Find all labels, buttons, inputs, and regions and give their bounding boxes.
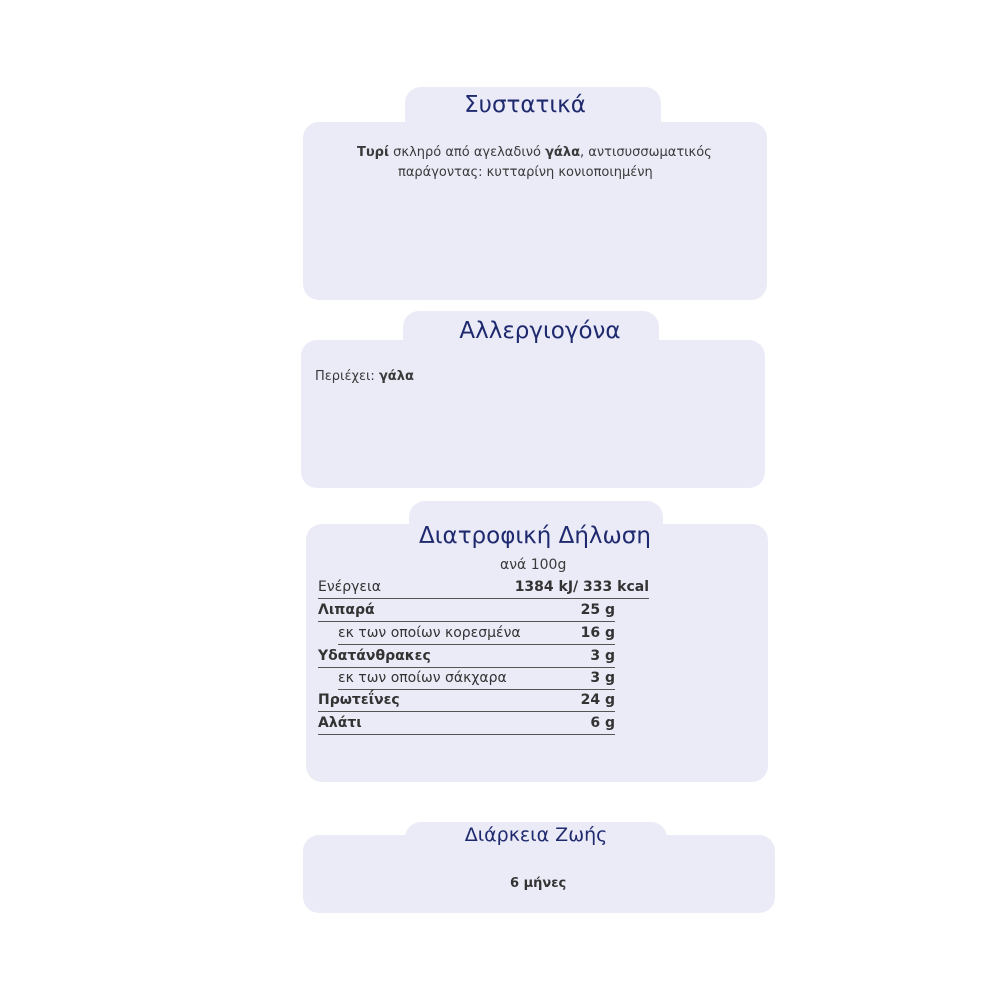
nutrition-label: Πρωτεΐνες (318, 692, 400, 708)
ingredient-desc: σκληρό από αγελαδινό (389, 145, 546, 160)
allergen-milk: γάλα (378, 369, 414, 384)
row-underline (318, 711, 615, 712)
nutrition-label: εκ των οποίων σάκχαρα (338, 670, 507, 686)
nutrition-label: Λιπαρά (318, 602, 375, 618)
row-underline (318, 667, 615, 668)
nutrition-value: 24 g (580, 692, 615, 708)
ingredient-cheese: Τυρί (357, 145, 390, 160)
allergens-title: Αλλεργιογόνα (459, 318, 621, 344)
nutrition-label: Υδατάνθρακες (318, 648, 431, 664)
row-underline (318, 598, 649, 599)
allergens-text (315, 369, 414, 384)
shelf-life-title: Διάρκεια Ζωής (464, 824, 608, 846)
allergens-panel (301, 340, 765, 488)
row-underline (318, 621, 615, 622)
ingredient-additive: , αντισυσσωματικός (580, 145, 712, 160)
allergens-prefix: Περιέχει: (315, 369, 379, 384)
nutrition-value: 6 g (590, 715, 615, 731)
nutrition-row-salt (318, 715, 615, 733)
row-underline (338, 689, 615, 690)
nutrition-row-energy (318, 579, 649, 597)
nutrition-row-protein (318, 692, 615, 710)
row-underline (338, 644, 615, 645)
row-underline (318, 734, 615, 735)
ingredients-title: Συστατικά (464, 92, 586, 118)
ingredients-line-2: παράγοντας: κυτταρίνη κονιοποιημένη (398, 165, 653, 180)
nutrition-value: 16 g (580, 625, 615, 641)
nutrition-label: Αλάτι (318, 715, 362, 731)
nutrition-value: 3 g (590, 648, 615, 664)
nutrition-value: 1384 kJ/ 333 kcal (514, 579, 649, 595)
nutrition-per: ανά 100g (500, 557, 567, 573)
nutrition-row-sugars (318, 670, 615, 688)
nutrition-label: Ενέργεια (318, 579, 381, 595)
ingredients-line-1 (357, 145, 712, 160)
shelf-life-panel (303, 835, 775, 913)
nutrition-value: 25 g (580, 602, 615, 618)
nutrition-row-saturated (318, 625, 615, 643)
nutrition-label: εκ των οποίων κορεσμένα (338, 625, 521, 641)
ingredient-milk: γάλα (545, 145, 581, 160)
nutrition-title: Διατροφική Δήλωση (419, 523, 651, 549)
shelf-life-value: 6 μήνες (510, 876, 567, 891)
nutrition-row-carbs (318, 648, 615, 666)
nutrition-row-fat (318, 602, 615, 620)
nutrition-value: 3 g (590, 670, 615, 686)
